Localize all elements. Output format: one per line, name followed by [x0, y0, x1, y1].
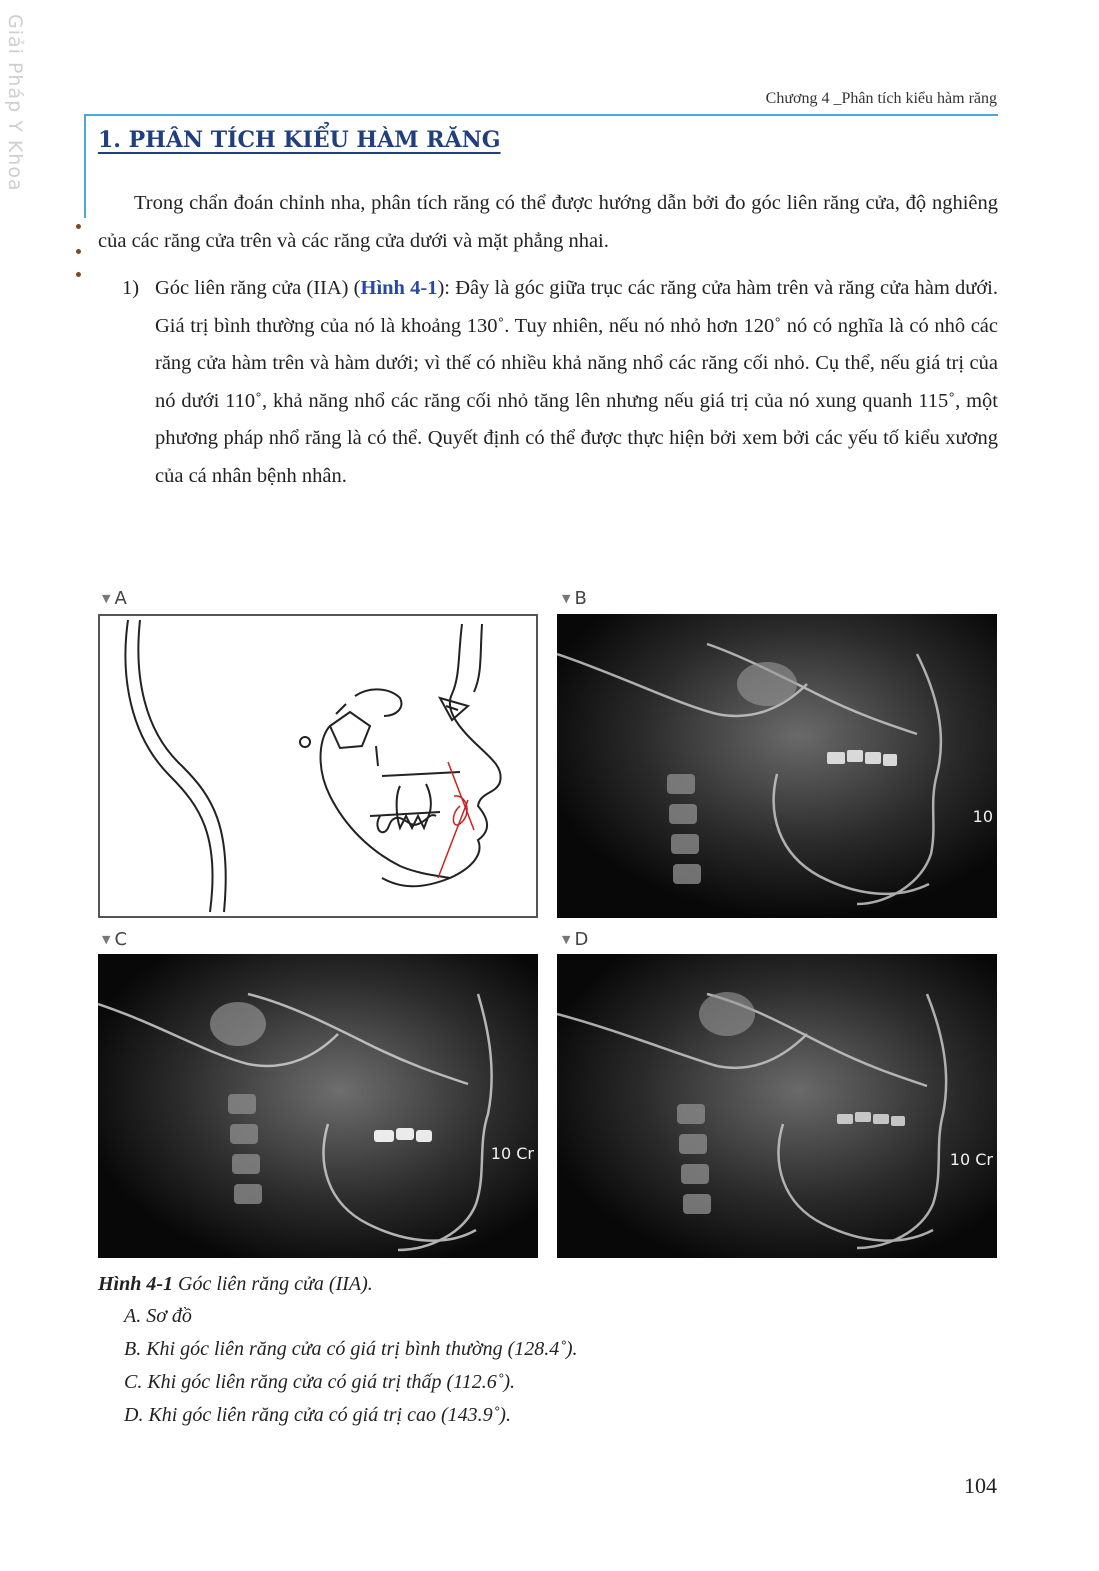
list-item-text: ): Đây là góc giữa trục các răng cửa hàm trên và răng cửa hàm dưới. Giá trị bình thường của nó là khoảng 130˚. Tuy nhiên, nếu nó nhỏ hơn 120˚ nó có nghĩa là có nhô các răng cửa hàm trên và hàm dưới; vì thế có nhiều khả năng nhổ các răng cối nhỏ. Cụ thể, nếu giá trị của nó dưới 110˚, khả năng nhổ các răng cối nhỏ tăng lên nhưng nếu giá trị của nó xung quanh 115˚, một phương pháp nhổ răng là có thể. Quyết định có thể được thực hiện bởi xem bởi các yếu tố kiểu xương của cá nhân bệnh nhân.: [155, 277, 998, 487]
section-title: 1. PHÂN TÍCH KIỂU HÀM RĂNG: [98, 127, 501, 153]
caption-item-d: D. Khi góc liên răng cửa có giá trị cao (143.9˚).: [124, 1404, 511, 1426]
list-item-lead: Góc liên răng cửa (IIA) (: [155, 277, 361, 299]
panel-d-xray: [557, 954, 997, 1258]
paragraph-intro: Trong chẩn đoán chỉnh nha, phân tích răng có thể được hướng dẫn bởi đo góc liên răng cửa, độ nghiêng của các răng cửa trên và các răng cửa dưới và mặt phẳng nhai.: [98, 192, 998, 252]
figure-caption-text: Góc liên răng cửa (IIA).: [173, 1273, 373, 1295]
cephalometric-tracing: [100, 616, 536, 916]
panel-b-xray: [557, 614, 997, 918]
xray-image: [557, 614, 997, 918]
list-number: 1): [122, 277, 140, 299]
xray-image: [557, 954, 997, 1258]
caption-item-c: C. Khi góc liên răng cửa có giá trị thấp (112.6˚).: [124, 1371, 516, 1393]
figure-caption-title: [98, 1273, 373, 1296]
bullet-dot: [76, 272, 81, 277]
scale-label-b: 10: [972, 807, 993, 826]
panel-c-xray: [98, 954, 538, 1258]
page-number: 104: [964, 1473, 997, 1498]
list-item-iia: [122, 270, 998, 495]
running-head: Chương 4 _Phân tích kiểu hàm răng: [765, 90, 997, 107]
xray-image: [98, 954, 538, 1258]
side-rule: [84, 114, 86, 218]
bullet-dot: [76, 224, 81, 229]
watermark: [0, 14, 30, 192]
panel-label-a: ▼ A: [102, 588, 127, 609]
caption-item-a: A. Sơ đồ: [124, 1305, 192, 1327]
panel-a-tracing: [98, 614, 538, 918]
panel-label-d: ▼ D: [562, 929, 589, 950]
panel-label-c: ▼ C: [102, 929, 128, 950]
watermark-text: Giải Pháp Y Khoa: [4, 14, 26, 192]
figure-reference-link[interactable]: Hình 4-1: [360, 277, 438, 299]
panel-label-b: ▼ B: [562, 588, 587, 609]
caption-item-b: B. Khi góc liên răng cửa có giá trị bình thường (128.4˚).: [124, 1338, 578, 1360]
figure-number: Hình 4-1: [98, 1273, 174, 1295]
scale-label-d: 10 Cr: [949, 1150, 993, 1169]
scale-label-c: 10 Cr: [490, 1144, 534, 1163]
bullet-dot: [76, 249, 81, 254]
header-rule: [84, 114, 998, 116]
